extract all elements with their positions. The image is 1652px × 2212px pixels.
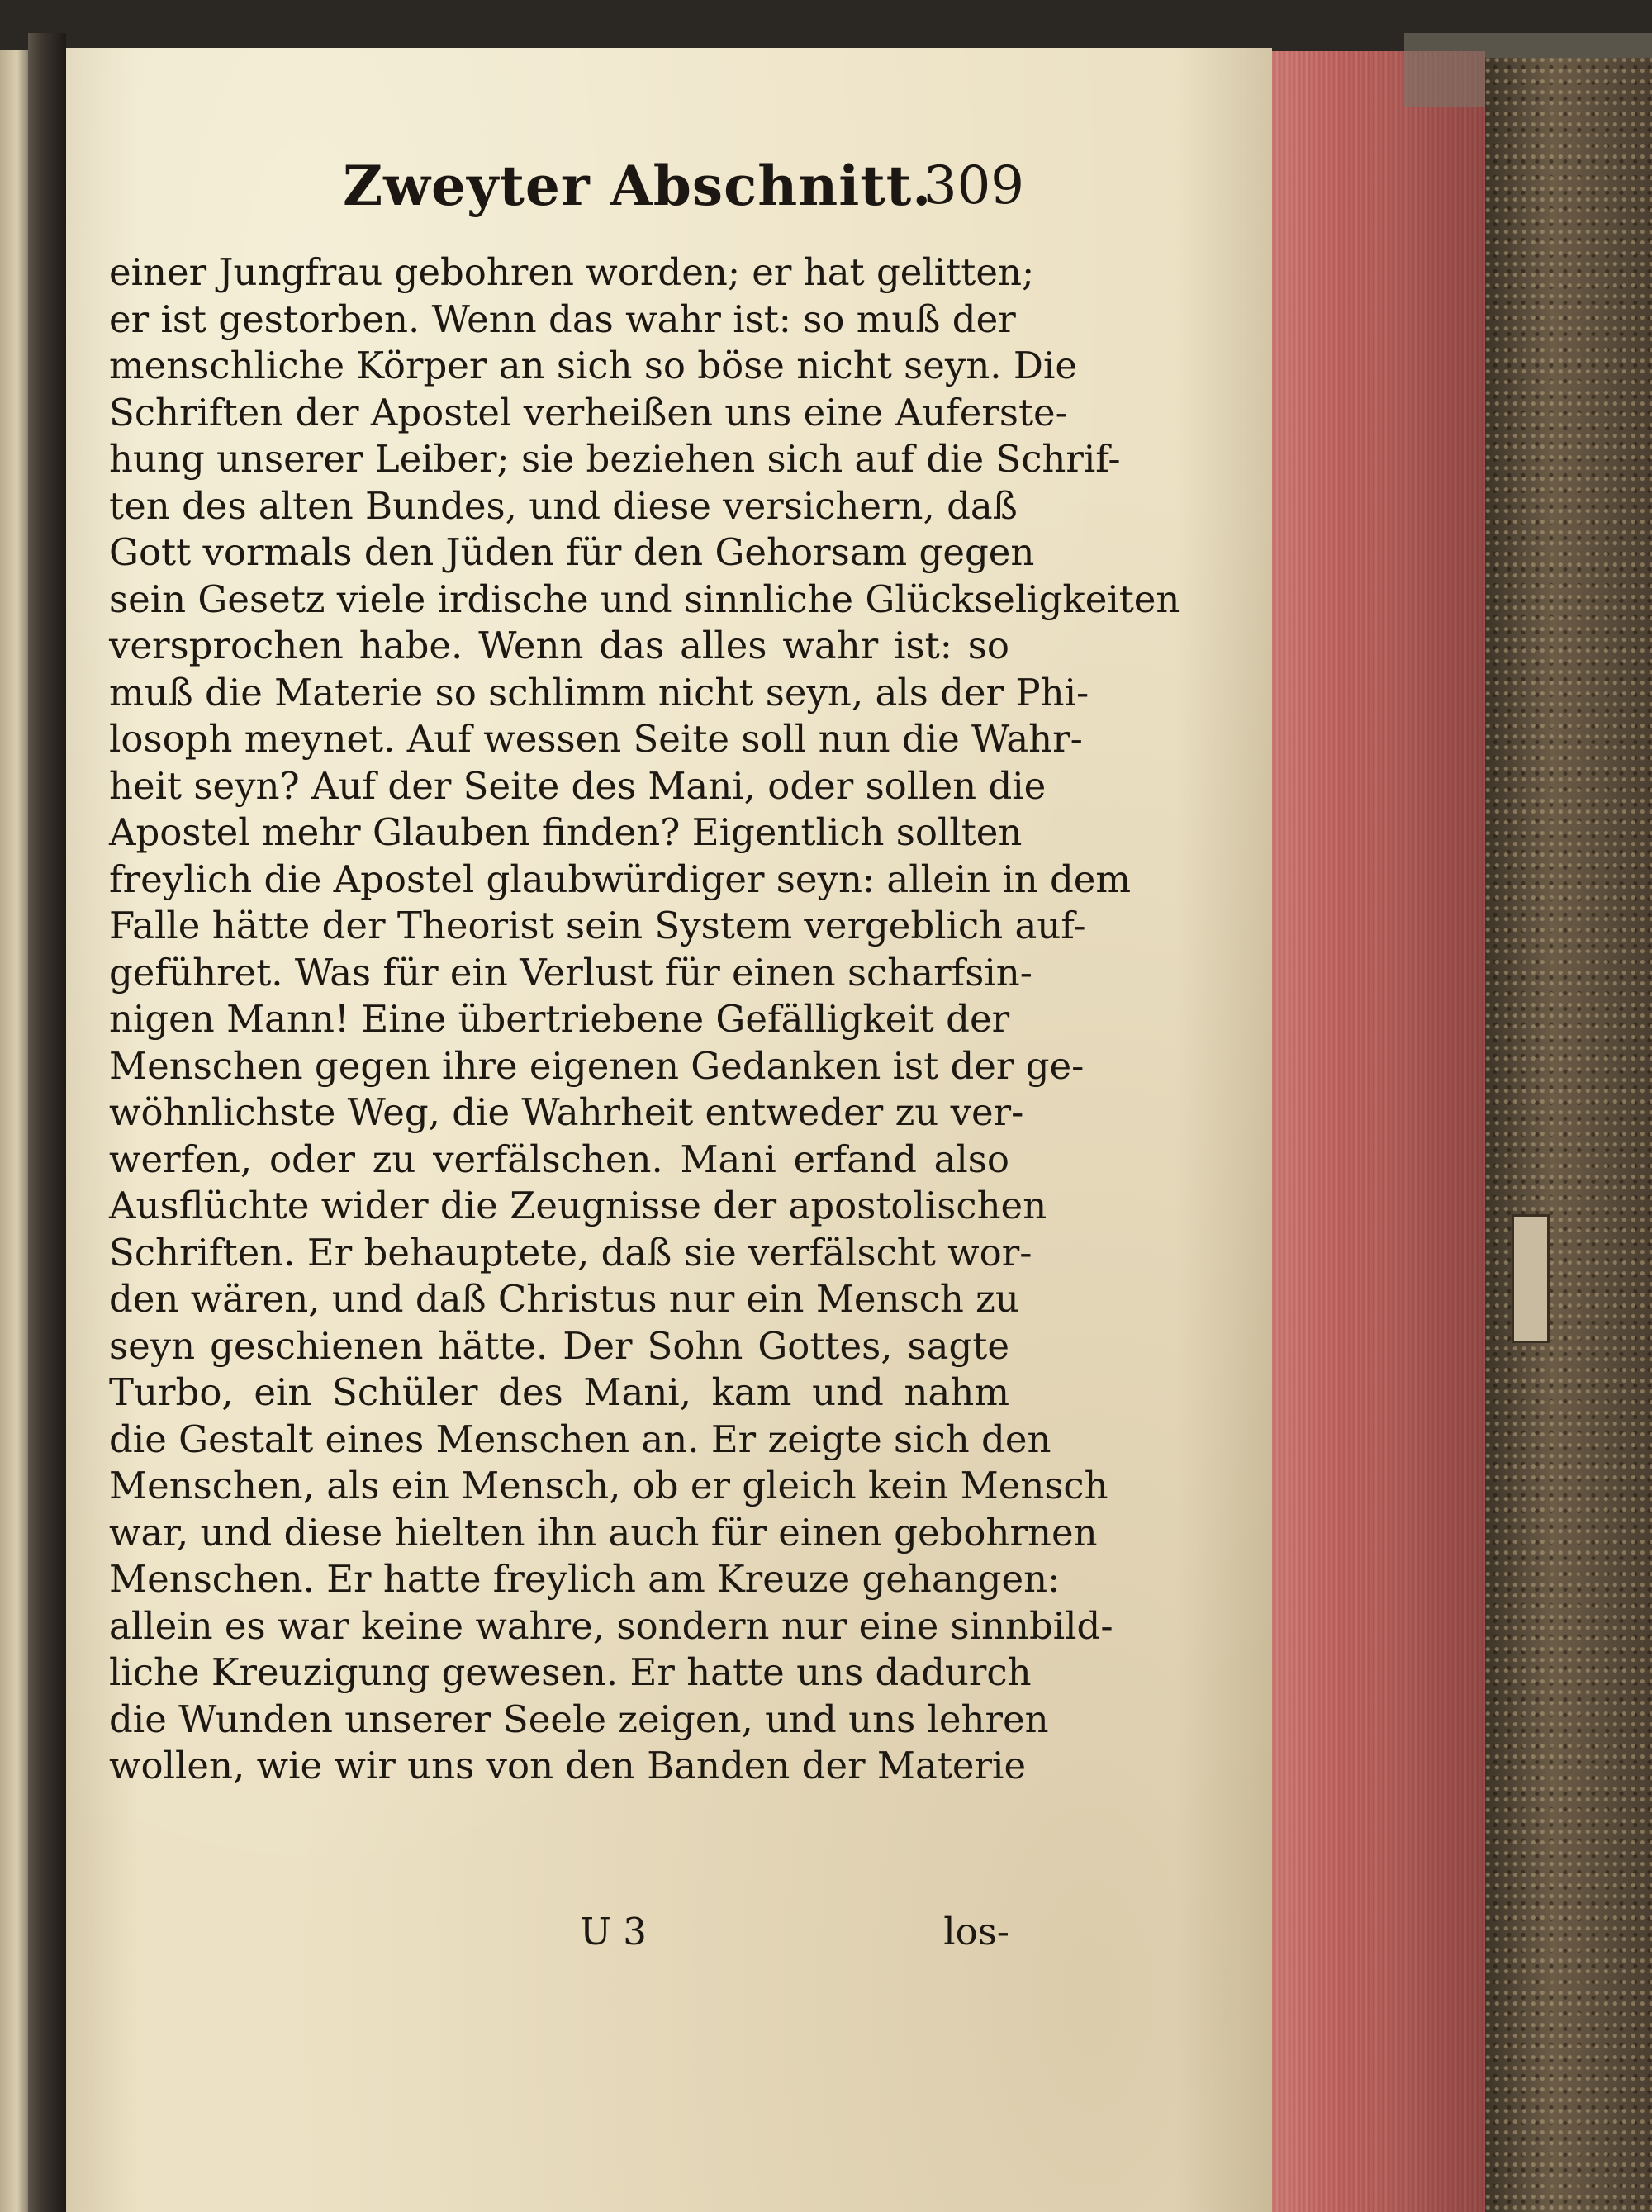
body-text	[109, 249, 1180, 1790]
text-line: heit seyn? Auf der Seite des Mani, oder sollen die	[109, 763, 1047, 808]
running-header	[330, 147, 1024, 238]
text-line: nigen Mann! Eine übertriebene Gefälligkeit der	[109, 997, 1010, 1041]
page-edges-shade	[1272, 51, 1485, 2212]
text-line: freylich die Apostel glaubwürdiger seyn: allein in dem	[109, 857, 1132, 901]
book-gutter	[28, 33, 66, 2212]
text-line: die Wunden unserer Seele zeigen, und uns lehren	[109, 1697, 1049, 1741]
text-line: wöhnlichste Weg, die Wahrheit entweder zu ver-	[109, 1090, 1024, 1134]
text-line: Schriften. Er behauptete, daß sie verfälscht wor-	[109, 1230, 1032, 1275]
text-line: versprochen habe. Wenn das alles wahr ist: so	[109, 624, 1009, 667]
text-line: ten des alten Bundes, und diese versichern, daß	[109, 483, 1018, 528]
bookmark-tab	[1512, 1214, 1550, 1343]
text-line: den wären, und daß Christus nur ein Mensch zu	[109, 1277, 1019, 1321]
text-line: die Gestalt eines Menschen an. Er zeigte sich den	[109, 1417, 1051, 1461]
text-line: wollen, wie wir uns von den Banden der Materie	[109, 1744, 1027, 1787]
text-line: Ausflüchte wider die Zeugnisse der apostolischen	[109, 1184, 1047, 1227]
text-line: Gott vormals den Jüden für den Gehorsam gegen	[109, 530, 1035, 574]
text-line: allein es war keine wahre, sondern nur eine sinnbild-	[109, 1603, 1113, 1648]
text-line: er ist gestorben. Wenn das wahr ist: so muß der	[109, 297, 1016, 341]
text-line: muß die Materie so schlimm nicht seyn, als der Phi-	[109, 670, 1089, 714]
section-title: Zweyter Abschnitt.	[343, 154, 933, 218]
text-line: Menschen. Er hatte freylich am Kreuze gehangen:	[109, 1557, 1061, 1601]
book-cover	[1485, 58, 1652, 2212]
text-line: hung unserer Leiber; sie beziehen sich auf die Schrif-	[109, 437, 1121, 481]
catchword: los-	[943, 1910, 1009, 1953]
text-line: losoph meynet. Auf wessen Seite soll nun die Wahr-	[109, 717, 1083, 761]
text-line: Menschen gegen ihre eigenen Gedanken ist der ge-	[109, 1043, 1085, 1088]
page-footer	[109, 1910, 1009, 1959]
text-line: Apostel mehr Glauben finden? Eigentlich sollten	[109, 810, 1023, 854]
text-line: werfen, oder zu verfälschen. Mani erfand also	[109, 1137, 1009, 1181]
text-line: Schriften der Apostel verheißen uns eine Auferste-	[109, 390, 1068, 434]
text-line: war, und diese hielten ihn auch für einen gebohrnen	[109, 1510, 1098, 1555]
page-number: 309	[923, 155, 1024, 216]
text-line: Falle hätte der Theorist sein System vergeblich auf-	[109, 904, 1086, 947]
text-line: menschliche Körper an sich so böse nicht seyn. Die	[109, 344, 1078, 387]
text-line: liche Kreuzigung gewesen. Er hatte uns dadurch	[109, 1650, 1032, 1694]
text-line: sein Gesetz viele irdische und sinnliche Glückseligkeiten	[109, 577, 1180, 621]
text-line: Turbo, ein Schüler des Mani, kam und nahm	[109, 1370, 1009, 1414]
left-page-edge	[0, 50, 28, 2212]
text-line: Menschen, als ein Mensch, ob er gleich kein Mensch	[109, 1464, 1108, 1507]
text-line: einer Jungfrau gebohren worden; er hat gelitten;	[109, 250, 1035, 294]
text-line: geführet. Was für ein Verlust für einen scharfsin-	[109, 950, 1032, 994]
signature-mark: U 3	[580, 1910, 647, 1953]
text-line: seyn geschienen hätte. Der Sohn Gottes, sagte	[109, 1323, 1009, 1368]
